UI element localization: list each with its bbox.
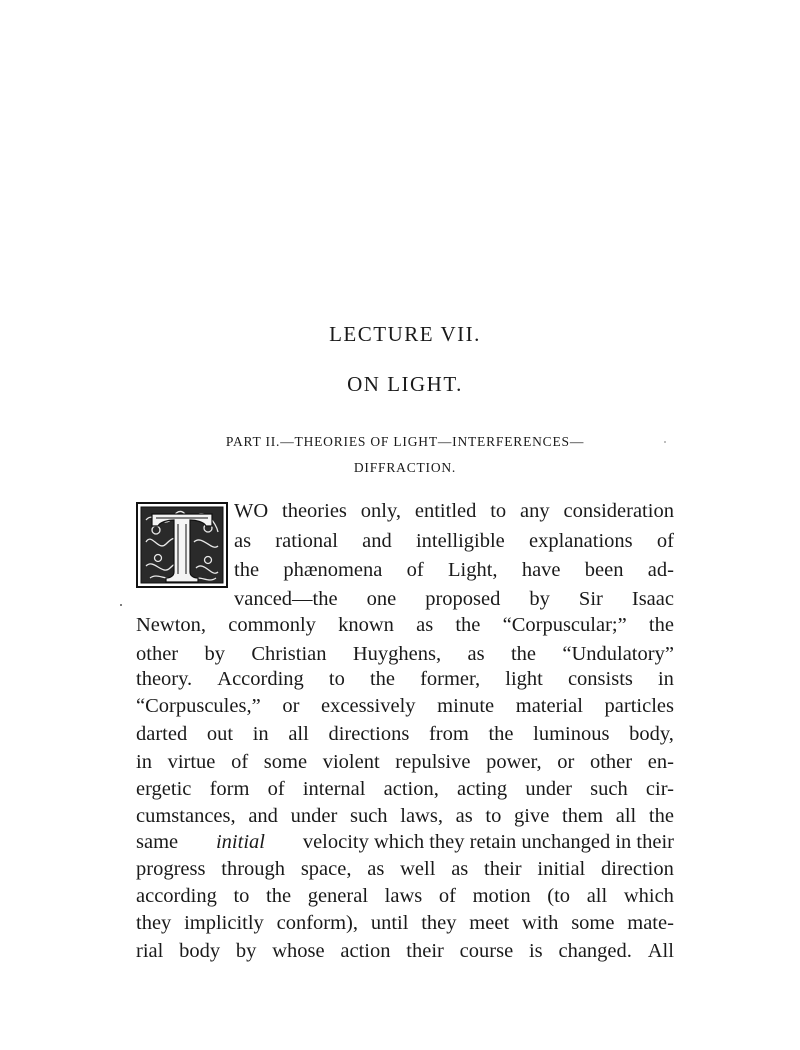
word: the — [648, 805, 674, 827]
word: “Corpuscules,” — [136, 695, 261, 717]
word: to — [485, 805, 502, 827]
word: direction — [601, 858, 674, 880]
word: is — [528, 940, 543, 962]
word: all — [586, 885, 608, 907]
word: by — [204, 643, 225, 665]
word: virtue — [167, 751, 216, 773]
word: well — [400, 858, 436, 880]
word: or — [282, 695, 300, 717]
word: some — [571, 912, 615, 934]
word: implicitly — [184, 912, 264, 934]
body-line-1 — [234, 499, 674, 523]
print-speck — [664, 441, 666, 443]
word: phænomena — [283, 559, 383, 581]
word: darted — [136, 723, 188, 745]
word: the — [234, 559, 260, 581]
word: in — [136, 751, 152, 773]
word: laws — [384, 885, 423, 907]
dropcap-illustration — [136, 502, 228, 588]
word: body, — [629, 723, 674, 745]
word: out — [206, 723, 234, 745]
word: only, — [360, 500, 402, 522]
word: According — [217, 668, 304, 690]
word: consideration — [563, 500, 674, 522]
body-line-7 — [136, 667, 674, 691]
word: as — [367, 858, 385, 880]
word: Huyghens, — [352, 643, 442, 665]
word: repulsive — [395, 751, 471, 773]
word: luminous — [533, 723, 610, 745]
word: any — [520, 500, 550, 522]
word: initial — [537, 858, 586, 880]
word: directions — [328, 723, 410, 745]
word: according — [136, 885, 217, 907]
word: minute — [437, 695, 495, 717]
body-line-2 — [234, 529, 674, 553]
word: material — [515, 695, 583, 717]
word: excessively — [321, 695, 416, 717]
word: cir- — [645, 778, 674, 800]
word: as — [455, 805, 473, 827]
word: explanations — [529, 530, 633, 552]
word: in — [252, 723, 269, 745]
word: form — [209, 778, 250, 800]
word: to — [490, 500, 507, 522]
ornamental-initial-t — [136, 502, 228, 588]
word: former, — [420, 668, 481, 690]
word: with — [521, 912, 559, 934]
word: laws, — [400, 805, 443, 827]
word: action, — [383, 778, 439, 800]
word: “Corpuscular;” — [502, 614, 627, 636]
body-line-15 — [136, 884, 674, 908]
word: Sir — [578, 588, 603, 610]
word: by — [529, 588, 550, 610]
word: in — [657, 668, 674, 690]
body-line-3 — [234, 558, 674, 582]
body-line-4 — [234, 587, 674, 611]
word: some — [263, 751, 308, 773]
word: whose — [272, 940, 325, 962]
body-line-13 — [136, 830, 674, 854]
word: rial — [136, 940, 164, 962]
word: as — [416, 614, 434, 636]
word: internal — [302, 778, 366, 800]
word: entitled — [414, 500, 477, 522]
word: light — [505, 668, 543, 690]
word: of — [231, 751, 249, 773]
word: course — [459, 940, 514, 962]
word: vanced—the — [234, 588, 338, 610]
word: (to — [547, 885, 571, 907]
body-line-16 — [136, 911, 674, 935]
word: theories — [282, 500, 347, 522]
word: through — [221, 858, 286, 880]
body-line-5 — [136, 613, 674, 637]
word: en- — [647, 751, 674, 773]
word: to — [233, 885, 250, 907]
word: and — [248, 805, 278, 827]
word: give — [514, 805, 550, 827]
body-line-10 — [136, 750, 674, 774]
word: “Undulatory” — [562, 643, 674, 665]
word: of — [438, 885, 456, 907]
word: motion — [472, 885, 531, 907]
word: have — [521, 559, 561, 581]
word: Newton, — [136, 614, 207, 636]
body-line-12 — [136, 804, 674, 828]
word: power, — [486, 751, 542, 773]
word: of — [267, 778, 285, 800]
word: to — [328, 668, 345, 690]
word: them — [562, 805, 604, 827]
word: cumstances, — [136, 805, 236, 827]
body-line-6 — [136, 642, 674, 666]
word: particles — [604, 695, 674, 717]
word: All — [647, 940, 674, 962]
word: meet — [469, 912, 510, 934]
word: progress — [136, 858, 206, 880]
word: Christian — [251, 643, 327, 665]
word: until — [370, 912, 409, 934]
word: or — [557, 751, 575, 773]
word: commonly — [228, 614, 316, 636]
word: their — [484, 858, 522, 880]
word: the — [266, 885, 292, 907]
word: Isaac — [631, 588, 674, 610]
word: which — [623, 885, 674, 907]
body-line-9 — [136, 722, 674, 746]
word: under — [290, 805, 338, 827]
word: the — [510, 643, 536, 665]
word: all — [615, 805, 637, 827]
word: as — [451, 858, 469, 880]
word: of — [656, 530, 674, 552]
word: the — [455, 614, 481, 636]
word: consists — [567, 668, 633, 690]
lecture-title: LECTURE VII. — [329, 322, 481, 346]
body-line-13-start: same — [136, 831, 179, 853]
word: of — [406, 559, 424, 581]
word: as — [467, 643, 485, 665]
word: from — [428, 723, 469, 745]
word: such — [590, 778, 628, 800]
word: ergetic — [136, 778, 192, 800]
print-speck — [120, 604, 122, 606]
word: such — [349, 805, 388, 827]
word: conform), — [276, 912, 359, 934]
word: space, — [300, 858, 352, 880]
word: one — [366, 588, 397, 610]
body-line-17 — [136, 939, 674, 963]
word: ad- — [647, 559, 674, 581]
word: other — [136, 643, 179, 665]
subject-title: ON LIGHT. — [347, 372, 463, 396]
part-heading-line-2: DIFFRACTION. — [353, 460, 457, 475]
word: changed. — [558, 940, 632, 962]
emphasis-initial: initial — [215, 831, 265, 853]
word: Light, — [448, 559, 498, 581]
body-line-13-end: velocity which they retain unchanged in their — [302, 831, 674, 853]
word: been — [584, 559, 624, 581]
body-line-11 — [136, 777, 674, 801]
word: other — [589, 751, 633, 773]
word: acting — [457, 778, 508, 800]
word: mate- — [627, 912, 674, 934]
word: by — [235, 940, 257, 962]
part-heading-line-1: PART II.—THEORIES OF LIGHT—INTERFERENCES— — [225, 434, 585, 449]
word: violent — [322, 751, 380, 773]
word: the — [369, 668, 395, 690]
body-line-14 — [136, 857, 674, 881]
word: all — [288, 723, 309, 745]
word: body — [179, 940, 221, 962]
word: the — [488, 723, 514, 745]
word: as — [234, 530, 252, 552]
word: general — [307, 885, 369, 907]
word: and — [362, 530, 392, 552]
word: action — [340, 940, 391, 962]
word: proposed — [425, 588, 501, 610]
part-heading — [150, 429, 660, 481]
body-line-8 — [136, 694, 674, 718]
word: theory. — [136, 668, 193, 690]
word: they — [136, 912, 172, 934]
word: intelligible — [415, 530, 505, 552]
word: the — [648, 614, 674, 636]
word: rational — [275, 530, 338, 552]
word: they — [421, 912, 457, 934]
word: known — [338, 614, 394, 636]
word: WO — [234, 500, 269, 522]
word: under — [525, 778, 572, 800]
word: their — [406, 940, 444, 962]
